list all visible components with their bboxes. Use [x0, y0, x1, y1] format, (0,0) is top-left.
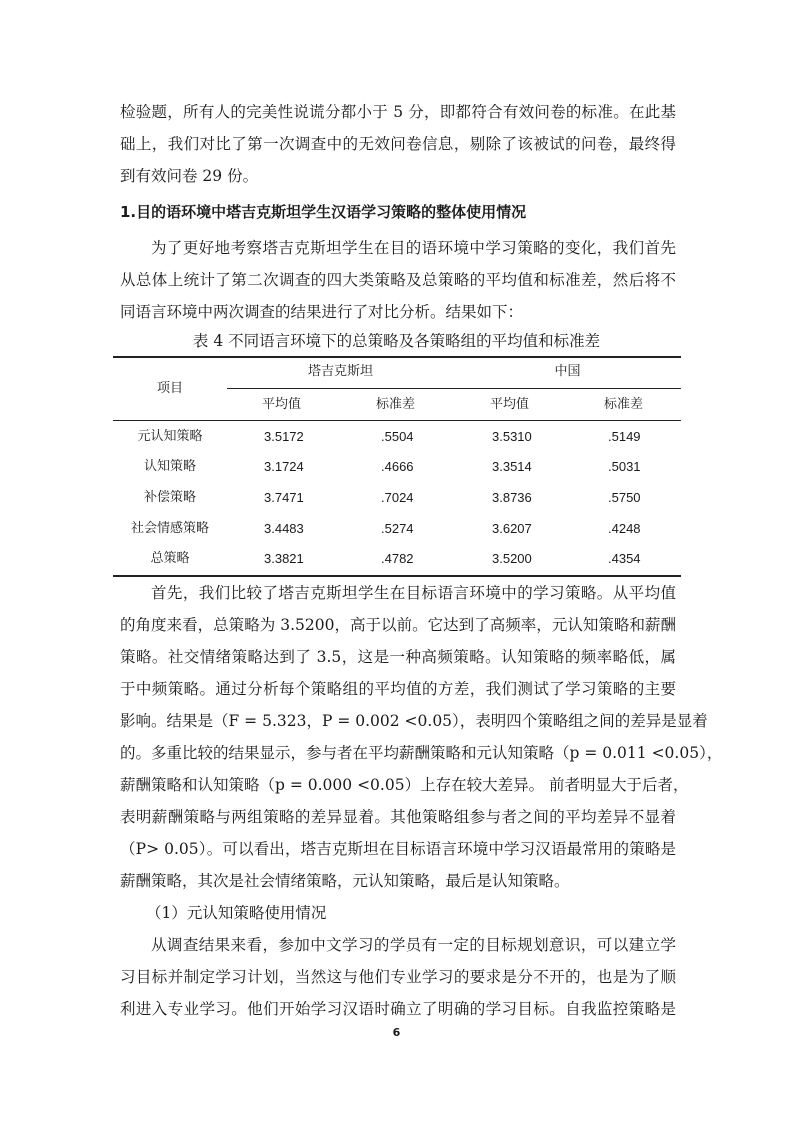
- table-cell: 3.5200: [492, 551, 532, 566]
- group-header-china: 中国: [554, 364, 581, 379]
- section-line-2: 从总体上统计了第二次调查的四大类策略及总策略的平均值和标准差，然后将不: [120, 271, 676, 289]
- analysis-line-7: 薪酬策略和认知策略（p = 0.000 <0.05）上存在较大差异。 前者明显大于后者，: [120, 776, 689, 794]
- table-cell: 3.1724: [264, 459, 304, 474]
- analysis-line-2: 的角度来看，总策略为 3.5200，高于以前。它达到了高频率，元认知策略和薪酬: [120, 616, 676, 634]
- analysis-line-1: 首先，我们比较了塔吉克斯坦学生在目标语言环境中的学习策略。从平均值: [151, 584, 676, 602]
- subsection-line-1: 从调查结果来看，参加中文学习的学员有一定的目标规划意识，可以建立学: [151, 936, 676, 954]
- table-top-rule: [113, 356, 681, 358]
- table-cell: 3.8736: [492, 490, 532, 505]
- table-cell: .4666: [381, 459, 414, 474]
- section-line-3: 同语言环境中两次调查的结果进行了对比分析。结果如下：: [120, 303, 524, 321]
- page-number: 6: [392, 1026, 401, 1039]
- analysis-line-8: 表明薪酬策略与两组策略的差异显着。其他策略组参与者之间的平均差异不显着: [120, 808, 676, 826]
- section-line-1: 为了更好地考察塔吉克斯坦学生在目的语环境中学习策略的变化，我们首先: [151, 239, 676, 257]
- table-cell: .4782: [381, 551, 414, 566]
- analysis-line-10: 薪酬策略，其次是社会情绪策略，元认知策略，最后是认知策略。: [120, 872, 570, 890]
- analysis-line-6: 的。多重比较的结果显示，参与者在平均薪酬策略和元认知策略（p = 0.011 <0.05），: [120, 744, 723, 762]
- table-cell: .7024: [381, 490, 414, 505]
- table-cell: .5274: [381, 521, 414, 536]
- table-cell: 3.5172: [264, 429, 304, 444]
- table-cell: .5750: [608, 490, 641, 505]
- table-cell: 3.3514: [492, 459, 532, 474]
- analysis-line-4: 于中频策略。通过分析每个策略组的平均值的方差，我们测试了学习策略的主要: [120, 680, 676, 698]
- table-row-label: 总策略: [150, 551, 190, 566]
- table-header-rule: [113, 420, 681, 421]
- analysis-line-3: 策略。社交情绪策略达到了 3.5，这是一种高频策略。认知策略的频率略低，属: [120, 648, 676, 666]
- analysis-line-9: （P> 0.05）。可以看出，塔吉克斯坦在目标语言环境中学习汉语最常用的策略是: [120, 840, 676, 858]
- table-cell: 3.7471: [264, 490, 304, 505]
- table-group-rule: [227, 388, 681, 389]
- table-cell: .5149: [608, 429, 641, 444]
- table-row-label: 认知策略: [143, 459, 196, 474]
- table-row-label: 社会情感策略: [130, 521, 209, 536]
- subheader-mean-2: 平均值: [490, 397, 530, 412]
- row-header: 项目: [156, 381, 183, 396]
- table-cell: .5504: [381, 429, 414, 444]
- table-bottom-rule: [113, 575, 681, 577]
- table-cell: 3.3821: [264, 551, 304, 566]
- group-header-tajikistan: 塔吉克斯坦: [307, 364, 373, 379]
- table-row-label: 元认知策略: [137, 429, 203, 444]
- subheader-sd-1: 标准差: [376, 397, 416, 412]
- subsection-line-3: 利进入专业学习。他们开始学习汉语时确立了明确的学习目标。自我监控策略是: [120, 1000, 676, 1018]
- table-caption: 表 4 不同语言环境下的总策略及各策略组的平均值和标准差: [192, 332, 601, 350]
- subsection-heading: （1）元认知策略使用情况: [146, 904, 327, 922]
- table-cell: 3.5310: [492, 429, 532, 444]
- table-cell: 3.4483: [264, 521, 304, 536]
- intro-line-2: 础上，我们对比了第一次调查中的无效问卷信息，剔除了该被试的问卷，最终得: [120, 135, 676, 153]
- section-heading: 1.目的语环境中塔吉克斯坦学生汉语学习策略的整体使用情况: [120, 203, 527, 221]
- table-cell: .4248: [608, 521, 641, 536]
- table-cell: .4354: [608, 551, 641, 566]
- subheader-sd-2: 标准差: [604, 397, 644, 412]
- subsection-line-2: 习目标并制定学习计划，当然这与他们专业学习的要求是分不开的，也是为了顺: [120, 968, 676, 986]
- table-cell: 3.6207: [492, 521, 532, 536]
- intro-line-3: 到有效问卷 29 份。: [120, 167, 259, 185]
- subheader-mean-1: 平均值: [262, 397, 302, 412]
- intro-line-1: 检验题，所有人的完美性说谎分都小于 5 分，即都符合有效问卷的标准。在此基: [120, 103, 676, 121]
- table-cell: .5031: [608, 459, 641, 474]
- analysis-line-5: 影响。结果是（F = 5.323，P = 0.002 <0.05），表明四个策略组之间的差异是显着: [120, 712, 708, 730]
- table-row-label: 补偿策略: [143, 490, 196, 505]
